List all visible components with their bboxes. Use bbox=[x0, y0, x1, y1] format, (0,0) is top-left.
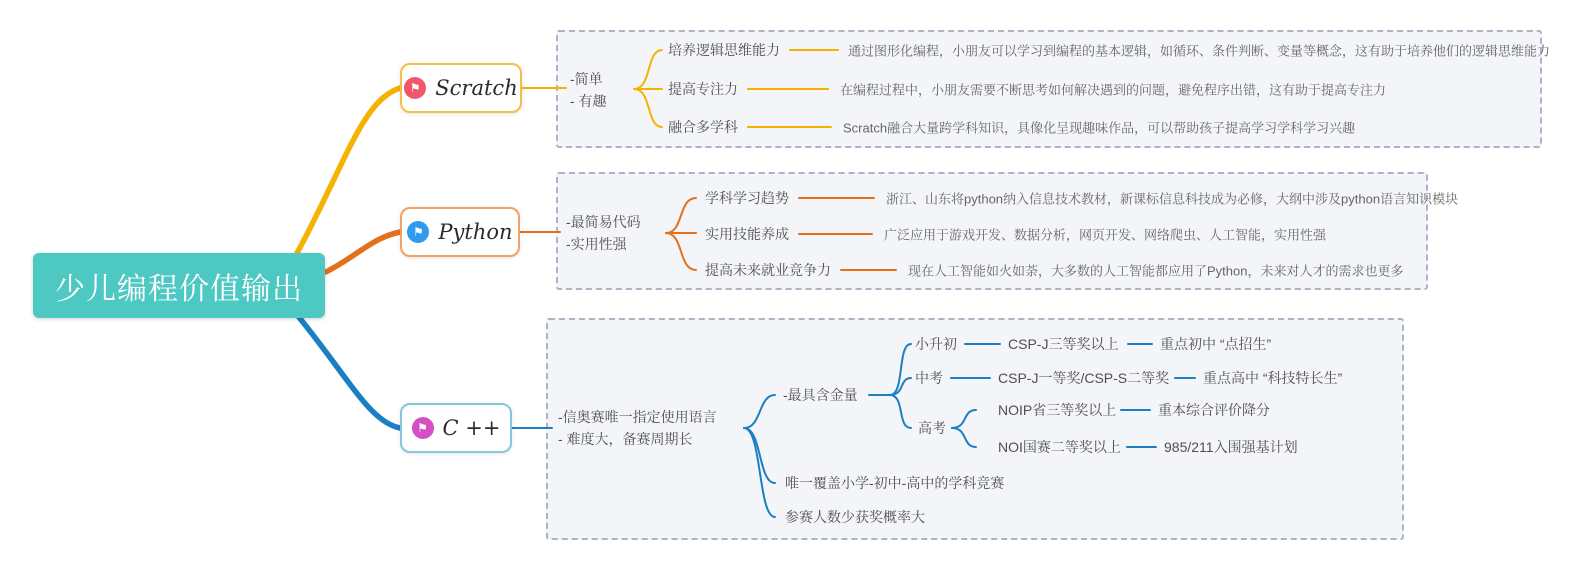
cpp-gaokao-topic[interactable]: 高考 bbox=[918, 420, 946, 436]
cpp-zhongkao-award[interactable]: CSP-J一等奖/CSP-S二等奖 bbox=[998, 370, 1170, 386]
scratch-topic-1[interactable]: 培养逻辑思维能力 bbox=[668, 42, 780, 58]
cpp-zhongkao-outcome[interactable]: 重点高中 “科技特长生” bbox=[1203, 370, 1343, 386]
cpp-topic-probability[interactable]: 参赛人数少获奖概率大 bbox=[785, 509, 925, 525]
python-detail-1[interactable]: 浙江、山东将python纳入信息技术教材，新课标信息科技成为必修，大纲中涉及python语言知识模块 bbox=[886, 191, 1459, 207]
cpp-xiaoshengchu-topic[interactable]: 小升初 bbox=[915, 336, 957, 352]
cpp-xiaoshengchu-award[interactable]: CSP-J三等奖以上 bbox=[1008, 336, 1119, 352]
branch-node-label: Scratch bbox=[435, 76, 518, 100]
python-topic-1[interactable]: 学科学习趋势 bbox=[705, 190, 789, 206]
scratch-summary-line-2[interactable]: - 有趣 bbox=[570, 93, 607, 109]
scratch-detail-1[interactable]: 通过图形化编程，小朋友可以学习到编程的基本逻辑，如循环、条件判断、变量等概念，这有助于培养他们的逻辑思维能力 bbox=[848, 43, 1551, 59]
branch-node-label: Python bbox=[438, 220, 513, 244]
flag-icon: ⚑ bbox=[404, 77, 426, 99]
cpp-gaokao-noip-award[interactable]: NOIP省三等奖以上 bbox=[998, 402, 1117, 418]
flag-icon: ⚑ bbox=[407, 221, 429, 243]
python-summary-line-1[interactable]: -最简易代码 bbox=[566, 214, 641, 230]
cpp-xiaoshengchu-outcome[interactable]: 重点初中 “点招生” bbox=[1160, 336, 1272, 352]
cpp-gaokao-noip-outcome[interactable]: 重本综合评价降分 bbox=[1158, 402, 1270, 418]
scratch-detail-2[interactable]: 在编程过程中，小朋友需要不断思考如何解决遇到的问题，避免程序出错，这有助于提高专注力 bbox=[840, 82, 1387, 98]
scratch-topic-2[interactable]: 提高专注力 bbox=[668, 81, 738, 97]
python-detail-2[interactable]: 广泛应用于游戏开发、数据分析，网页开发、网络爬虫、人工智能，实用性强 bbox=[884, 227, 1327, 243]
cpp-topic-coverage[interactable]: 唯一覆盖小学-初中-高中的学科竞赛 bbox=[785, 475, 1005, 491]
python-topic-3[interactable]: 提高未来就业竞争力 bbox=[705, 262, 831, 278]
cpp-topic-value[interactable]: -最具含金量 bbox=[783, 387, 858, 403]
cpp-zhongkao-topic[interactable]: 中考 bbox=[915, 370, 943, 386]
scratch-summary-line-1[interactable]: -简单 bbox=[570, 71, 603, 87]
scratch-topic-3[interactable]: 融合多学科 bbox=[668, 119, 738, 135]
scratch-detail-3[interactable]: Scratch融合大量跨学科知识，具像化呈现趣味作品，可以帮助孩子提高学习学科学习兴趣 bbox=[843, 120, 1356, 136]
root-node[interactable]: 少儿编程价值输出 bbox=[33, 253, 325, 318]
python-topic-2[interactable]: 实用技能养成 bbox=[705, 226, 789, 242]
python-summary-line-2[interactable]: -实用性强 bbox=[566, 236, 627, 252]
branch-node-cpp[interactable] bbox=[400, 403, 512, 453]
python-detail-3[interactable]: 现在人工智能如火如荼，大多数的人工智能都应用了Python，未来对人才的需求也更多 bbox=[908, 263, 1404, 279]
branch-node-python[interactable] bbox=[400, 207, 520, 257]
cpp-gaokao-noi-outcome[interactable]: 985/211入围强基计划 bbox=[1164, 439, 1298, 455]
branch-node-scratch[interactable] bbox=[400, 63, 522, 113]
cpp-summary-line-2[interactable]: - 难度大，备赛周期长 bbox=[558, 431, 693, 447]
cpp-gaokao-noi-award[interactable]: NOI国赛二等奖以上 bbox=[998, 439, 1121, 455]
branch-node-label: C ++ bbox=[442, 416, 501, 440]
flag-icon: ⚑ bbox=[412, 417, 434, 439]
cpp-summary-line-1[interactable]: -信奥赛唯一指定使用语言 bbox=[558, 409, 717, 425]
